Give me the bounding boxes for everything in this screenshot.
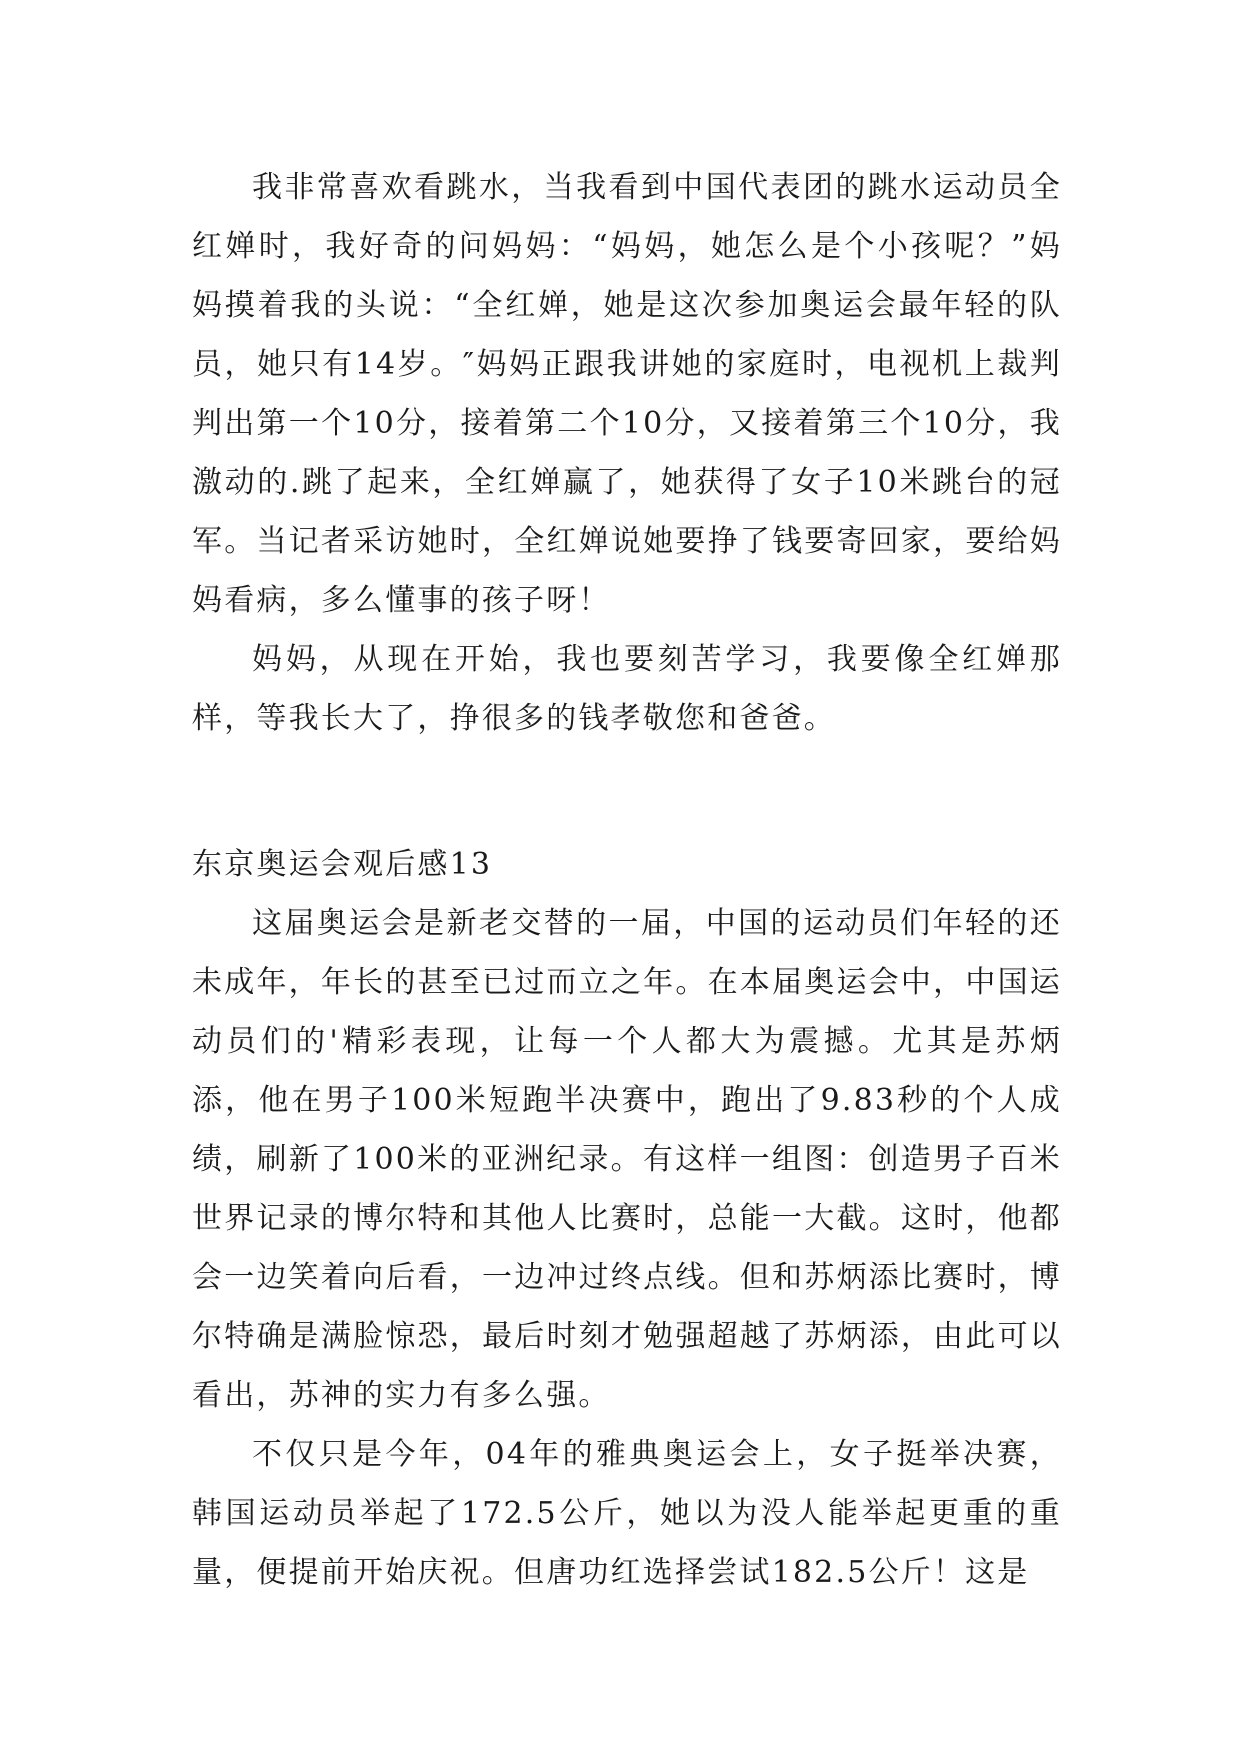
document-page xyxy=(192,158,1062,1602)
section-title: 东京奥运会观后感13 xyxy=(192,847,493,882)
paragraph-su-bingtian: 这届奥运会是新老交替的一届，中国的运动员们年轻的还未成年，年长的甚至已过而立之年。在本届奥运会中，中国运动员们的'精彩表现，让每一个人都大为震撼。尤其是苏炳添，他在男子100米短跑半决赛中，跑出了9.83秒的个人成绩，刷新了100米的亚洲纪录。有这样一组图：创造男子百米世界记录的博尔特和其他人比赛时，总能一大截。这时，他都会一边笑着向后看，一边冲过终点线。但和苏炳添比赛时，博尔特确是满脸惊恐，最后时刻才勉强超越了苏炳添，由此可以看出，苏神的实力有多么强。 xyxy=(192,906,1062,1413)
paragraph-resolution: 妈妈，从现在开始，我也要刻苦学习，我要像全红婵那样，等我长大了，挣很多的钱孝敬您和爸爸。 xyxy=(192,642,1062,736)
paragraph-weightlifting: 不仅只是今年，04年的雅典奥运会上，女子挺举决赛，韩国运动员举起了172.5公斤，她以为没人能举起更重的重量，便提前开始庆祝。但唐功红选择尝试182.5公斤！这是 xyxy=(192,1437,1062,1590)
paragraph-diving: 我非常喜欢看跳水，当我看到中国代表团的跳水运动员全红婵时，我好奇的问妈妈：“妈妈，她怎么是个小孩呢？”妈妈摸着我的头说：“全红婵，她是这次参加奥运会最年轻的队员，她只有14岁。″妈妈正跟我讲她的家庭时，电视机上裁判判出第一个10分，接着第二个10分，又接着第三个10分，我激动的.跳了起来，全红婵赢了，她获得了女子10米跳台的冠军。当记者采访她时，全红婵说她要挣了钱要寄回家，要给妈妈看病，多么懂事的孩子呀！ xyxy=(192,170,1062,618)
